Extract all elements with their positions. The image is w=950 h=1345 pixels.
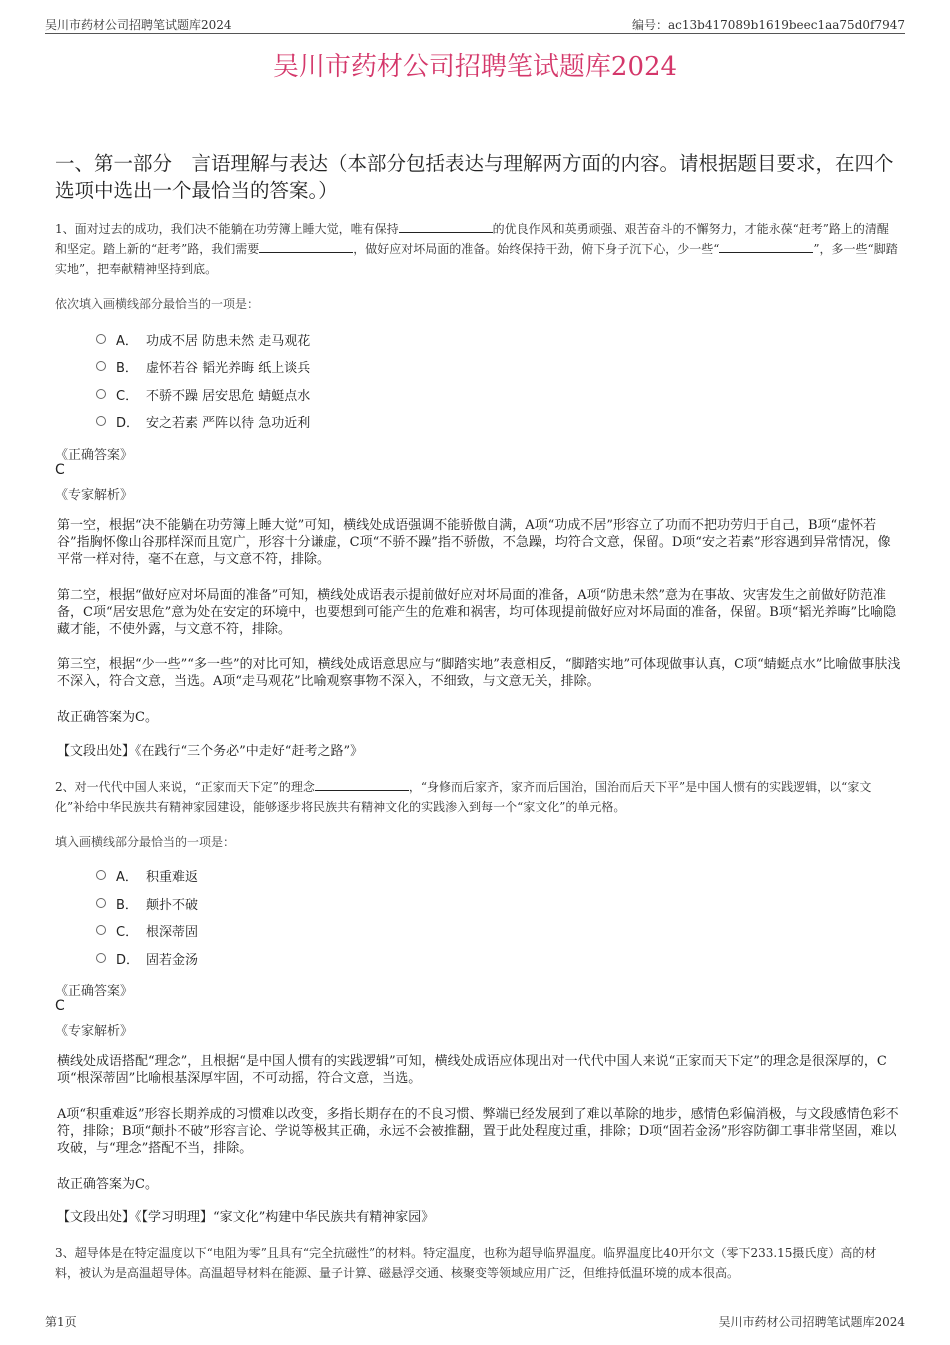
q1-option-a[interactable]: A． 功成不居 防患未然 走马观花 <box>96 329 310 349</box>
footer-page-number: 第1页 <box>45 1315 77 1329</box>
radio-icon[interactable] <box>96 925 106 935</box>
q2-option-d[interactable]: D． 固若金汤 <box>96 948 198 968</box>
radio-icon[interactable] <box>96 334 106 344</box>
q1-option-d[interactable]: D． 安之若素 严阵以待 急功近利 <box>96 411 310 431</box>
serial-number: ac13b417089b1619beec1aa75d0f7947 <box>668 18 905 32</box>
q1-text-b: 的优良作风和英勇顽强、艰苦奋斗的不懈努力，才能永葆“赶考”路上的清醒和坚定。踏上新的“赶考”路，我们需要 <box>55 222 889 256</box>
q1-option-b[interactable]: B． 虚怀若谷 韬光养晦 纸上谈兵 <box>96 356 310 376</box>
question-2-text <box>55 777 900 817</box>
q2-text-b: ，“身修而后家齐，家齐而后国治，国治而后天下平”是中国人惯有的实践逻辑，以“家文化”补给中华民族共有精神家园建设，能够逐步将民族共有精神文化的实践渗入到每一个“家文化”的单元格。 <box>55 780 872 814</box>
q1-answer-label: 《正确答案》 <box>55 448 134 463</box>
q1-analysis-2: 第二空，根据“做好应对坏局面的准备”可知，横线处成语表示提前做好应对坏局面的准备，A项“防患未然”意为在事故、灾害发生之前做好防范准备，C项“居安思危”意为处在安定的环境中，也要想到可能产生的危难和祸害，均可体现提前做好应对坏局面的准备，保留。B项“韬光养晦”比喻隐藏才能，不使外露，与文意不符，排除。 <box>57 588 897 637</box>
q1-source: 【文段出处】《在践行“三个务必”中走好“赶考之路”》 <box>57 744 364 759</box>
q1-conclusion: 故正确答案为C。 <box>57 710 158 725</box>
question-1-prompt: 依次填入画横线部分最恰当的一项是： <box>55 297 260 311</box>
q2-answer-label: 《正确答案》 <box>55 984 134 999</box>
question-1-text <box>55 219 900 279</box>
q2-option-c[interactable]: C． 根深蒂固 <box>96 920 198 940</box>
q2-option-b[interactable]: B． 颠扑不破 <box>96 893 198 913</box>
radio-icon[interactable] <box>96 361 106 371</box>
q1-answer: C <box>55 462 65 478</box>
radio-icon[interactable] <box>96 389 106 399</box>
q1-text-a: 1、面对过去的成功，我们决不能躺在功劳簿上睡大觉，唯有保持 <box>55 222 399 236</box>
question-3-text: 3、超导体是在特定温度以下“电阻为零”且具有“完全抗磁性”的材料。特定温度，也称为超导临界温度。临界温度比40开尔文（零下233.15摄氏度）高的材料，被认为是高温超导体。高温超导材料在能源、量子计算、磁悬浮交通、核聚变等领域应用广泛，但维持低温环境的成本很高。 <box>55 1246 877 1280</box>
q2-blank-1 <box>315 779 409 791</box>
question-2-prompt: 填入画横线部分最恰当的一项是： <box>55 835 236 849</box>
q1-option-c[interactable]: C． 不骄不躁 居安思危 蜻蜓点水 <box>96 384 310 404</box>
header-serial <box>632 16 905 33</box>
q2-analysis-label: 《专家解析》 <box>55 1024 134 1039</box>
radio-icon[interactable] <box>96 416 106 426</box>
q1-blank-2 <box>259 241 353 253</box>
q2-source: 【文段出处】《【学习明理】“家文化”构建中华民族共有精神家园》 <box>57 1210 435 1225</box>
q2-analysis-2: A项“积重难返”形容长期养成的习惯难以改变，多指长期存在的不良习惯、弊端已经发展到了难以革除的地步，感情色彩偏消极，与文段感情色彩不符，排除；B项“颠扑不破”形容言论、学说等极其正确，永远不会被推翻，置于此处程度过重，排除；D项“固若金汤”形容防御工事非常坚固，难以攻破，与“理念”搭配不当，排除。 <box>57 1107 899 1156</box>
footer-doc-title: 吴川市药材公司招聘笔试题库2024 <box>718 1315 905 1329</box>
q2-conclusion: 故正确答案为C。 <box>57 1177 158 1192</box>
q1-analysis-1: 第一空，根据“决不能躺在功劳簿上睡大觉”可知，横线处成语强调不能骄傲自满，A项“功成不居”形容立了功而不把功劳归于自己，B项“虚怀若谷”指胸怀像山谷那样深而且宽广，形容十分谦虚，C项“不骄不躁”指不骄傲，不急躁，均符合文意，保留。D项“安之若素”形容遇到异常情况，像平常一样对待，毫不在意，与文意不符，排除。 <box>57 518 891 567</box>
header-doc-title: 吴川市药材公司招聘笔试题库2024 <box>45 18 232 32</box>
radio-icon[interactable] <box>96 953 106 963</box>
q1-text-c: ，做好应对坏局面的准备。始终保持干劲，俯下身子沉下心，少一些“ <box>353 242 720 256</box>
radio-icon[interactable] <box>96 870 106 880</box>
q2-text-a: 2、对一代代中国人来说，“正家而天下定”的理念 <box>55 780 315 794</box>
header-divider <box>45 33 905 34</box>
q2-answer: C <box>55 998 65 1014</box>
q1-analysis-3: 第三空，根据“少一些”“多一些”的对比可知，横线处成语意思应与“脚踏实地”表意相反，“脚踏实地”可体现做事认真，C项“蜻蜓点水”比喻做事肤浅不深入，符合文意，当选。A项“走马观花”比喻观察事物不深入，不细致，与文意无关，排除。 <box>57 657 901 689</box>
q2-option-a[interactable]: A． 积重难返 <box>96 865 198 885</box>
radio-icon[interactable] <box>96 898 106 908</box>
q2-analysis-1: 横线处成语搭配“理念”，且根据“是中国人惯有的实践逻辑”可知，横线处成语应体现出对一代代中国人来说“正家而天下定”的理念是很深厚的，C项“根深蒂固”比喻根基深厚牢固，不可动摇，符合文意，当选。 <box>57 1054 887 1086</box>
q1-blank-1 <box>399 221 493 233</box>
section-heading: 一、第一部分 言语理解与表达（本部分包括表达与理解两方面的内容。请根据题目要求，在四个选项中选出一个最恰当的答案。） <box>55 152 894 202</box>
q1-text-d: ”，多一些“脚踏实地”，把奉献精神坚持到底。 <box>55 242 898 276</box>
serial-label: 编号： <box>632 18 669 32</box>
page-title: 吴川市药材公司招聘笔试题库2024 <box>272 52 678 82</box>
q1-analysis-label: 《专家解析》 <box>55 488 134 503</box>
q1-blank-3 <box>719 241 813 253</box>
